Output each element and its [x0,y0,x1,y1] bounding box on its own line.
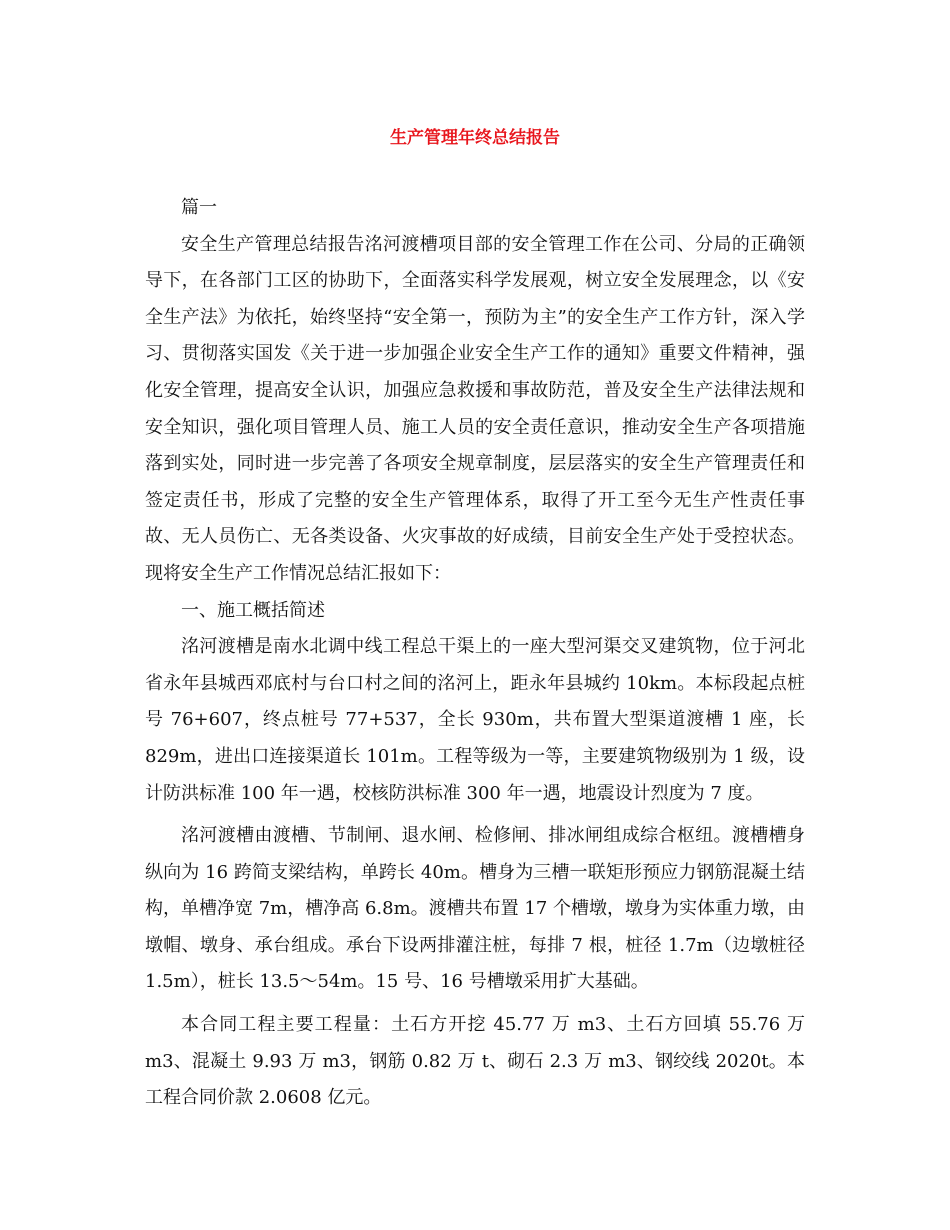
paragraph-subheading: 一、施工概括简述 [181,599,325,621]
paragraph-structure: 洺河渡槽由渡槽、节制闸、退水闸、检修闸、排冰闸组成综合枢纽。渡槽槽身纵向为 16 跨简支梁结构，单跨长 40m。槽身为三槽一联矩形预应力钢筋混凝土结构，单槽净宽 7m，槽净高 6.8m。渡槽共布置 17 个槽墩，墩身为实体重力墩，由墩帽、墩身、承台组成。承台下设两排灌注桩，每排 7 根，桩径 1.7m（边墩桩径 1.5m），桩长 13.5～54m。15 号、16 号槽墩采用扩大基础。 [145,825,811,993]
paragraph-intro: 安全生产管理总结报告洺河渡槽项目部的安全管理工作在公司、分局的正确领导下，在各部门工区的协助下，全面落实科学发展观，树立安全发展理念，以《安全生产法》为依托，始终坚持“安全第一，预防为主”的安全生产工作方针，深入学习、贯彻落实国发《关于进一步加强企业安全生产工作的通知》重要文件精神，强化安全管理，提高安全认识，加强应急救援和事故防范，普及安全生产法律法规和安全知识，强化项目管理人员、施工人员的安全责任意识，推动安全生产各项措施落到实处，同时进一步完善了各项安全规章制度，层层落实的安全生产管理责任和签定责任书，形成了完整的安全生产管理体系，取得了开工至今无生产性责任事故、无人员伤亡、无各类设备、火灾事故的好成绩，目前安全生产处于受控状态。现将安全生产工作情况总结汇报如下： [145,233,805,584]
paragraph-quantities: 本合同工程主要工程量：土石方开挖 45.77 万 m3、土石方回填 55.76 万 m3、混凝土 9.93 万 m3，钢筋 0.82 万 t、砌石 2.3 万 m3、钢绞线 2020t。本工程合同价款 2.0608 亿元。 [145,1014,811,1109]
document-title: 生产管理年终总结报告 [390,128,560,148]
paragraph-section-heading: 篇一 [181,197,217,218]
document-body [145,190,811,1117]
paragraph-overview: 洺河渡槽是南水北调中线工程总干渠上的一座大型河渠交叉建筑物，位于河北省永年县城西邓底村与台口村之间的洺河上，距永年县城约 10km。本标段起点桩号 76+607，终点桩号 77+537，全长 930m，共布置大型渠道渡槽 1 座，长829m，进出口连接渠道长 101m。工程等级为一等，主要建筑物级别为 1 级，设计防洪标准 100 年一遇，校核防洪标准 300 年一遇，地震设计烈度为 7 度。 [145,636,805,804]
